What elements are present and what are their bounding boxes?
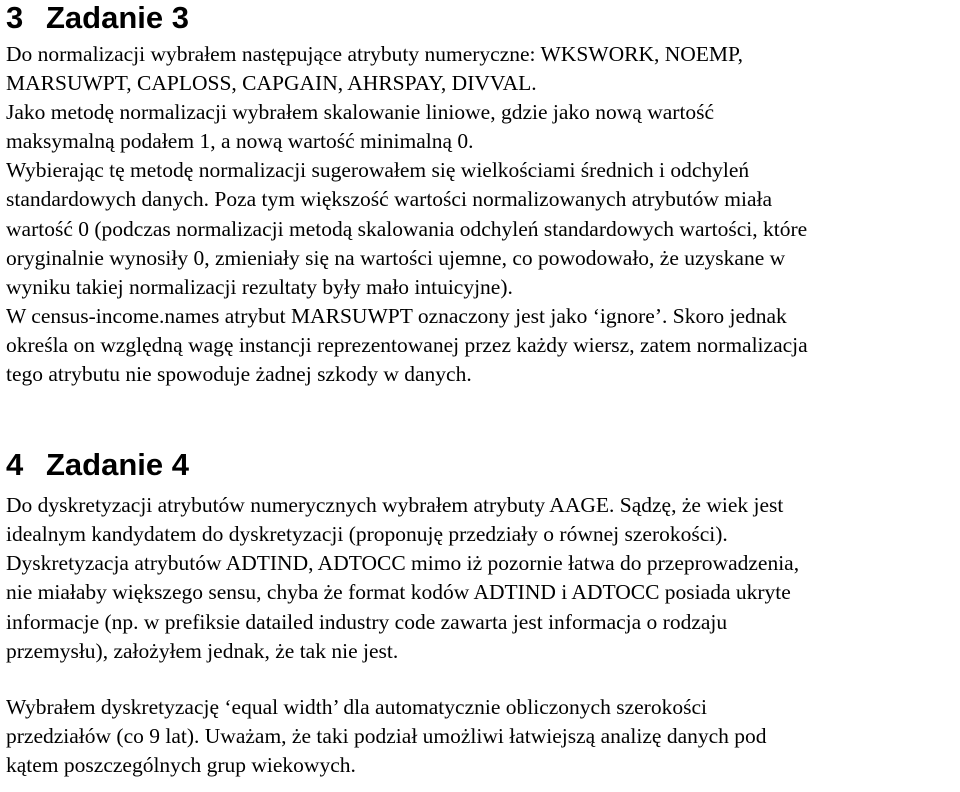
text-line: Do normalizacji wybrałem następujące atrybuty numeryczne: WKSWORK, NOEMP, — [6, 42, 743, 66]
section-3-heading — [6, 0, 958, 36]
text-line: oryginalnie wynosiły 0, zmieniały się na wartości ujemne, co powodowało, że uzyskane w — [6, 245, 786, 270]
section-3-title: Zadanie 3 — [46, 0, 189, 35]
text-line: kątem poszczególnych grup wiekowych. — [6, 752, 356, 777]
text-line: W census-income.names atrybut MARSUWPT oznaczony jest jako ‘ignore’. Skoro jednak — [6, 303, 787, 328]
text-line: określa on względną wagę instancji reprezentowanej przez każdy wiersz, zatem normalizacja — [6, 332, 808, 357]
section-4-paragraph-2 — [6, 693, 958, 780]
text-line: wartość 0 (podczas normalizacji metodą skalowania odchyleń standardowych wartości, które — [6, 216, 808, 241]
section-4-title: Zadanie 4 — [46, 447, 189, 483]
text-line: przedziałów (co 9 lat). Uważam, że taki podział umożliwi łatwiejszą analizę danych pod — [6, 723, 767, 748]
text-line: Do dyskretyzacji atrybutów numerycznych wybrałem atrybuty AAGE. Sądzę, że wiek jest — [6, 493, 784, 518]
section-3-paragraph — [6, 40, 958, 389]
text-line: idealnym kandydatem do dyskretyzacji (proponuję przedziały o równej szerokości). — [6, 522, 728, 547]
text-line: Wybierając tę metodę normalizacji sugerowałem się wielkościami średnich i odchyleń — [6, 158, 750, 183]
text-line: informacje (np. w prefiksie datailed industry code zawarta jest informacja o rodzaju — [6, 609, 728, 634]
section-3-number: 3 — [6, 0, 24, 35]
section-4-paragraph-1 — [6, 491, 958, 666]
text-line: Dyskretyzacja atrybutów ADTIND, ADTOCC mimo iż pozornie łatwa do przeprowadzenia, — [6, 551, 800, 576]
text-line: MARSUWPT, CAPLOSS, CAPGAIN, AHRSPAY, DIVVAL. — [6, 71, 537, 96]
document-page — [6, 0, 958, 780]
text-line: nie miałaby większego sensu, chyba że format kodów ADTIND i ADTOCC posiada ukryte — [6, 580, 791, 605]
text-line: wyniku takiej normalizacji rezultaty były mało intuicyjne). — [6, 274, 513, 299]
section-4-heading — [6, 447, 958, 483]
section-4-number: 4 — [6, 447, 24, 483]
text-line: standardowych danych. Poza tym większość wartości normalizowanych atrybutów miała — [6, 187, 773, 212]
text-line: przemysłu), założyłem jednak, że tak nie jest. — [6, 638, 399, 663]
text-line: Wybrałem dyskretyzację ‘equal width’ dla automatycznie obliczonych szerokości — [6, 694, 707, 719]
text-line: tego atrybutu nie spowoduje żadnej szkody w danych. — [6, 362, 472, 387]
text-line: Jako metodę normalizacji wybrałem skalowanie liniowe, gdzie jako nową wartość — [6, 100, 715, 125]
text-line: maksymalną podałem 1, a nową wartość minimalną 0. — [6, 129, 474, 154]
